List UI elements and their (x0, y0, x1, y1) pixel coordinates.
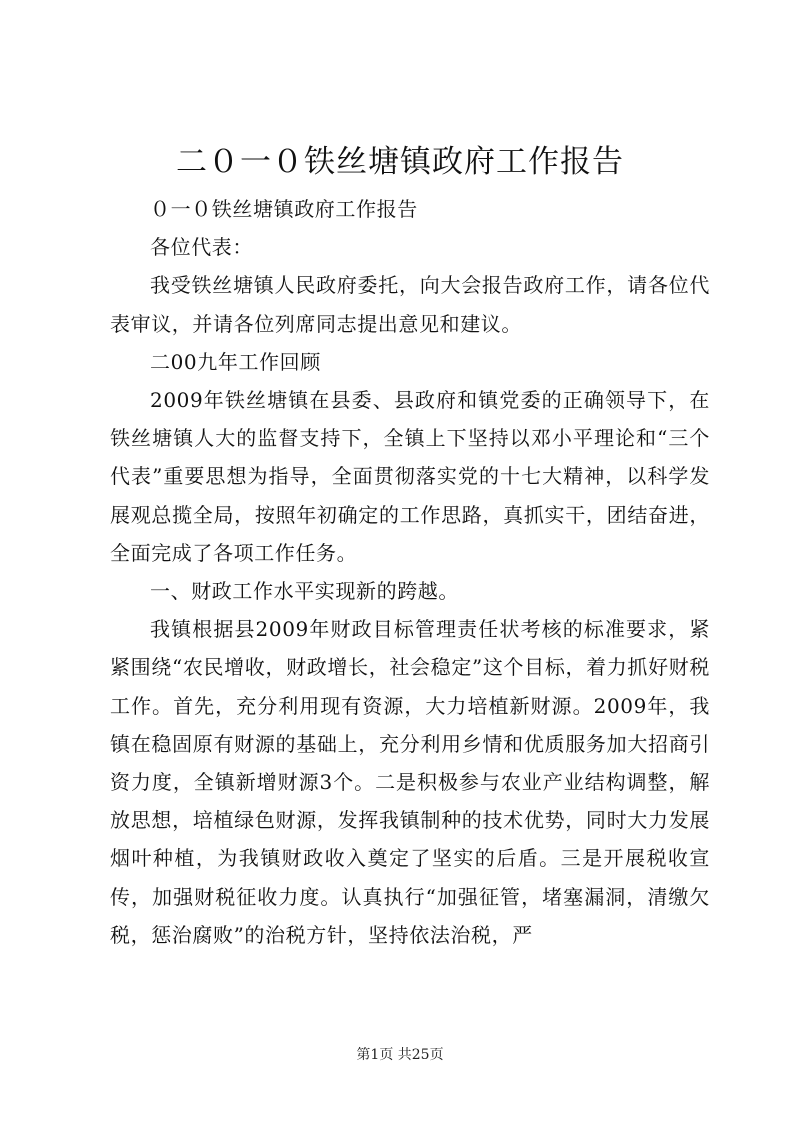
salutation-paragraph: 各位代表： (150, 235, 253, 260)
review-paragraph: 2009年铁丝塘镇在县委、县政府和镇党委的正确领导下，在铁丝塘镇人大的监督支持下，全镇上下坚持以邓小平理论和“三个代表”重要思想为指导，全面贯彻落实党的十七大精神，以科学发展观总揽全局，按照年初确定的工作思路，真抓实干，团结奋进，全面完成了各项工作任务。 (110, 388, 710, 565)
section-heading-finance: 一、财政工作水平实现新的跨越。 (150, 579, 459, 604)
document-body (110, 190, 710, 954)
subtitle-paragraph: ０一０铁丝塘镇政府工作报告 (150, 197, 418, 221)
intro-paragraph: 我受铁丝塘镇人民政府委托，向大会报告政府工作，请各位代表审议，并请各位列席同志提出意见和建议。 (110, 273, 710, 336)
document-title: 二０一０铁丝塘镇政府工作报告 (176, 144, 624, 180)
section-heading-review: 二00九年工作回顾 (150, 349, 321, 374)
page-footer (0, 1045, 800, 1065)
finance-paragraph: 我镇根据县2009年财政目标管理责任状考核的标准要求，紧紧围绕“农民增收，财政增长，社会稳定”这个目标，着力抓好财税工作。首先，充分利用现有资源，大力培植新财源。2009年，我镇在稳固原有财源的基础上，充分利用乡情和优质服务加大招商引资力度，全镇新增财源3个。二是积极参与农业产业结构调整，解放思想，培植绿色财源，发挥我镇制种的技术优势，同时大力发展烟叶种植，为我镇财政收入奠定了坚实的后盾。三是开展税收宣传，加强财税征收力度。认真执行“加强征管，堵塞漏洞，清缴欠税，惩治腐败”的治税方针，坚持依法治税，严 (110, 617, 710, 947)
page-number: 第1页 共25页 (356, 1047, 444, 1063)
